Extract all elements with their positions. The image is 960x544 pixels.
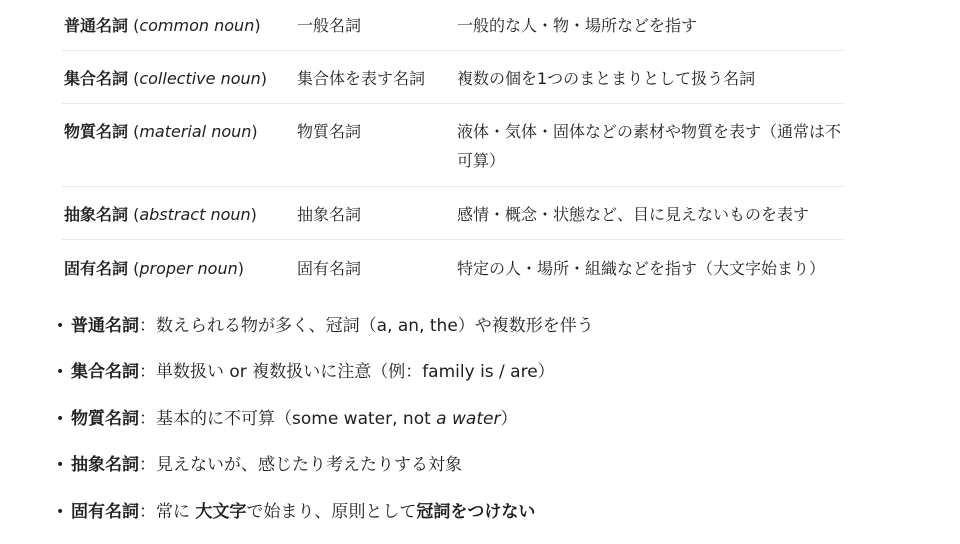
bullet-term: 物質名詞 [71,408,139,429]
ja-cell: 一般名詞 [297,16,362,35]
table-row [62,187,844,240]
table-row [62,104,844,187]
term-ja: 集合名詞 [64,69,129,88]
bullet-icon: • [56,318,65,334]
bullet-icon: • [56,410,65,427]
bullet-text: ：単数扱い or 複数扱いに注意（例：family is / are） [139,362,555,383]
desc-cell: 液体・気体・固体などの素材や物質を表す（通常は不可算） [457,122,842,170]
term-ja: 普通名詞 [64,16,129,35]
term-ja: 物質名詞 [64,122,129,141]
desc-cell: 特定の人・場所・組織などを指す（大文字始まり） [457,259,826,278]
term-en: common noun [139,16,255,35]
paren-close: ) [254,16,261,35]
term-ja: 固有名詞 [64,259,129,278]
noun-types-table [62,0,844,292]
term-en: proper noun [139,259,238,278]
paren-open: ( [128,69,140,88]
term-en: material noun [139,122,252,141]
desc-cell: 一般的な人・物・場所などを指す [457,16,698,35]
bullet-term: 固有名詞 [71,501,139,522]
term-cell [62,11,297,50]
term-cell [62,117,297,186]
bullet-text: ：見えないが、感じたり考えたりする対象 [139,455,462,476]
bullet-icon: • [56,457,65,474]
term-en: abstract noun [139,205,251,224]
term-cell [62,254,297,292]
term-cell [62,200,297,239]
ja-cell: 固有名詞 [297,259,362,278]
bullet-term: 抽象名詞 [71,455,139,476]
table-row [62,0,844,51]
bullet-text-bold: 冠詞をつけない [416,501,536,522]
table-row [62,240,844,292]
term-ja: 抽象名詞 [64,205,129,224]
paren-close: ) [250,205,257,224]
paren-open: ( [128,205,140,224]
ja-cell: 物質名詞 [297,122,362,141]
desc-cell: 複数の個を1つのまとまりとして扱う名詞 [457,69,756,88]
term-en: collective noun [139,69,261,88]
table-row [62,51,844,104]
paren-open: ( [128,122,140,141]
bullet-term: 集合名詞 [71,362,139,383]
list-item [56,358,916,404]
paren-close: ) [237,259,244,278]
bullet-text-pre: ：基本的に不可算（some water, not [139,408,437,429]
bullet-text-italic: a water [436,408,501,429]
bullet-text-bold: 大文字 [195,501,247,522]
paren-close: ) [251,122,258,141]
list-item [56,312,916,358]
bullet-list [56,312,916,544]
paren-open: ( [128,16,140,35]
bullet-icon: • [56,364,65,381]
list-item [56,451,916,497]
bullet-text-mid: で始まり、原則として [246,501,417,522]
desc-cell: 感情・概念・状態など、目に見えないものを表す [457,205,810,224]
list-item [56,498,916,544]
bullet-text-pre: ：常に [139,501,196,522]
term-cell [62,64,297,103]
list-item [56,405,916,451]
bullet-icon: • [56,503,65,520]
ja-cell: 抽象名詞 [297,205,362,224]
bullet-text-post: ） [500,408,518,429]
paren-close: ) [260,69,268,88]
ja-cell: 集合体を表す名詞 [297,69,426,88]
paren-open: ( [128,259,140,278]
bullet-term: 普通名詞 [71,316,139,336]
bullet-text: ：数えられる物が多く、冠詞（a, an, the）や複数形を伴う [139,316,594,336]
